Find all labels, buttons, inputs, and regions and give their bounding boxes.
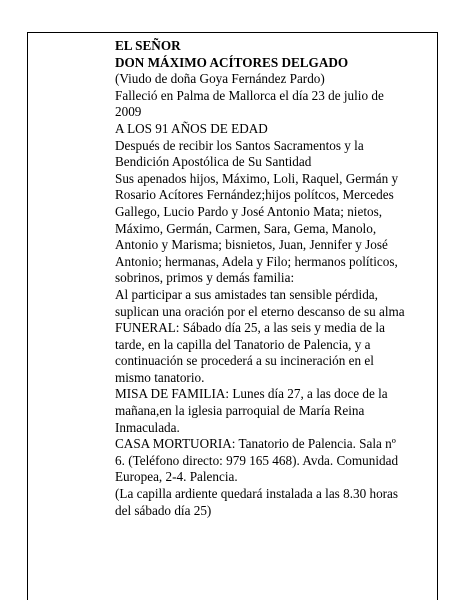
text-line: A LOS 91 AÑOS DE EDAD xyxy=(115,120,268,136)
text-line: Antonio; hermanas, Adela y Filo; hermanos políticos, xyxy=(115,253,398,269)
deceased-name: DON MÁXIMO ACÍTORES DELGADO xyxy=(115,54,349,70)
text-line: Europea, 2-4. Palencia. xyxy=(115,469,238,485)
text-line: suplican una oración por el eterno descanso de su alma xyxy=(115,303,405,319)
text-line: Rosario Acítores Fernández;hijos polítcos, Mercedes xyxy=(115,187,394,203)
frame-right-border xyxy=(437,32,438,600)
text-line: (La capilla ardiente quedará instalada a las 8.30 horas xyxy=(115,486,399,502)
text-line: Antonio y Marisma; bisnietos, Juan, Jennifer y José xyxy=(115,237,388,253)
text-line: sobrinos, primos y demás familia: xyxy=(115,270,295,286)
text-line: (Viudo de doña Goya Fernández Pardo) xyxy=(115,71,325,87)
text-line: Después de recibir los Santos Sacramentos y la xyxy=(115,137,364,153)
text-line: Al participar a sus amistades tan sensible pérdida, xyxy=(115,286,378,302)
text-line: Falleció en Palma de Mallorca el día 23 de julio de xyxy=(115,87,384,103)
frame-left-border xyxy=(27,32,28,600)
text-line: MISA DE FAMILIA: Lunes día 27, a las doce de la xyxy=(115,386,388,402)
text-line: 6. (Teléfono directo: 979 165 468). Avda. Comunidad xyxy=(115,452,399,468)
text-line: FUNERAL: Sábado día 25, a las seis y media de la xyxy=(115,320,385,336)
text-line: Inmaculada. xyxy=(115,419,180,435)
heading-line: EL SEÑOR xyxy=(115,38,181,53)
text-line: del sábado día 25) xyxy=(115,502,212,518)
text-line: tarde, en la capilla del Tanatorio de Palencia, y a xyxy=(115,336,371,352)
text-line: Máximo, Germán, Carmen, Sara, Gema, Manolo, xyxy=(115,220,377,236)
obituary-text-block xyxy=(115,38,415,519)
text-line: Gallego, Lucio Pardo y José Antonio Mata; nietos, xyxy=(115,203,383,219)
text-line: 2009 xyxy=(115,104,142,120)
text-line: mismo tanatorio. xyxy=(115,369,205,385)
frame-top-border xyxy=(27,32,438,33)
text-line: CASA MORTUORIA: Tanatorio de Palencia. Sala nº xyxy=(115,436,396,452)
text-line: Bendición Apostólica de Su Santidad xyxy=(115,154,312,170)
text-line: continuación se procederá a su incineración en el xyxy=(115,353,374,369)
text-line: Sus apenados hijos, Máximo, Loli, Raquel, Germán y xyxy=(115,170,399,186)
text-line: mañana,en la iglesia parroquial de María Reina xyxy=(115,403,365,419)
